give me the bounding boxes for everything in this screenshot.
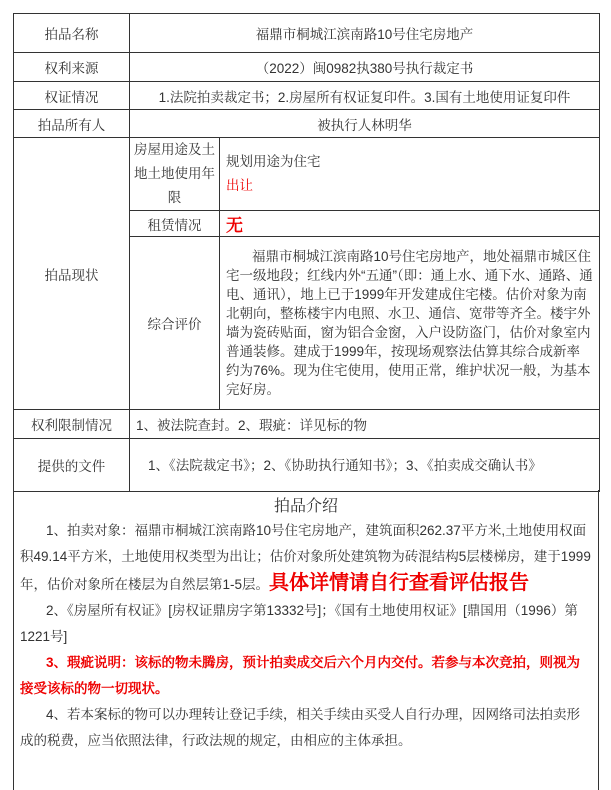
intro-item-1-text: 1、拍卖对象：福鼎市桐城江滨南路10号住宅房地产，建筑面积262.37平方米,土地使用权面积49.14平方米，土地使用权类型为出让；估价对象所处建筑物为砖混结构5层楼梯房，建于1999 年，估价对象所在楼层为自然层第1-5层。 [20, 523, 591, 592]
value-docs: 1、《法院裁定书》；2、《协助执行通知书》；3、《拍卖成交确认书》 [130, 439, 600, 492]
label-source: 权利来源 [14, 53, 130, 82]
value-lease: 无 [220, 211, 600, 237]
label-name: 拍品名称 [14, 14, 130, 53]
row-usage [14, 138, 600, 211]
label-restrict: 权利限制情况 [14, 410, 130, 439]
label-eval: 综合评价 [130, 237, 220, 410]
usage-land-type: 出让 [226, 178, 253, 193]
auction-info-table [13, 13, 600, 492]
row-cert [14, 82, 600, 110]
value-eval: 福鼎市桐城江滨南路10号住宅房地产，地处福鼎市城区住宅一级地段；红线内外“五通”（即：通上水、通下水、通路、通电、通讯），地上已于1999年开发建成住宅楼。估价对象为南北朝向，整栋楼宇内电照、水卫、通信、宽带等齐全。楼宇外墙为瓷砖贴面，窗为铝合金窗，入户设防盗门，估价对象室内普通装修。建成于1999年，按现场观察法估算其综合成新率约为76%。现为住宅使用，使用正常，维护状况一般，为基本完好房。 [220, 237, 600, 410]
value-owner: 被执行人林明华 [130, 110, 600, 138]
label-cert: 权证情况 [14, 82, 130, 110]
value-name: 福鼎市桐城江滨南路10号住宅房地产 [130, 14, 600, 53]
intro-item-3: 3、瑕疵说明：该标的物未腾房，预计拍卖成交后六个月内交付。若参与本次竞拍，则视为接受该标的物一切现状。 [20, 655, 581, 696]
value-restrict: 1、被法院查封。2、瑕疵：详见标的物 [130, 410, 600, 439]
value-source: （2022）闽0982执380号执行裁定书 [130, 53, 600, 82]
label-status: 拍品现状 [14, 138, 130, 410]
intro-item-4: 4、若本案标的物可以办理转让登记手续，相关手续由买受人自行办理，因网络司法拍卖形成的税费，应当依照法律，行政法规的规定，由相应的主体承担。 [20, 707, 581, 748]
row-owner [14, 110, 600, 138]
usage-planned: 规划用途为住宅 [226, 154, 321, 169]
intro-item-2: 2、《房屋所有权证》[房权证鼎房字第13332号]；《国有土地使用权证》[鼎国用（1996）第1221号] [20, 603, 578, 644]
row-source [14, 53, 600, 82]
auction-intro [13, 490, 599, 790]
label-owner: 拍品所有人 [14, 110, 130, 138]
label-lease: 租赁情况 [130, 211, 220, 237]
label-usage: 房屋用途及土地土地使用年限 [130, 138, 220, 211]
value-cert: 1.法院拍卖裁定书；2.房屋所有权证复印件。3.国有土地使用证复印件 [130, 82, 600, 110]
intro-item-1-highlight: 具体详情请自行查看评估报告 [269, 572, 530, 594]
label-docs: 提供的文件 [14, 439, 130, 492]
value-usage [220, 138, 600, 211]
row-restrict [14, 410, 600, 439]
row-name [14, 14, 600, 53]
intro-item-1 [20, 518, 592, 598]
row-docs [14, 439, 600, 492]
intro-title: 拍品介绍 [273, 498, 338, 515]
